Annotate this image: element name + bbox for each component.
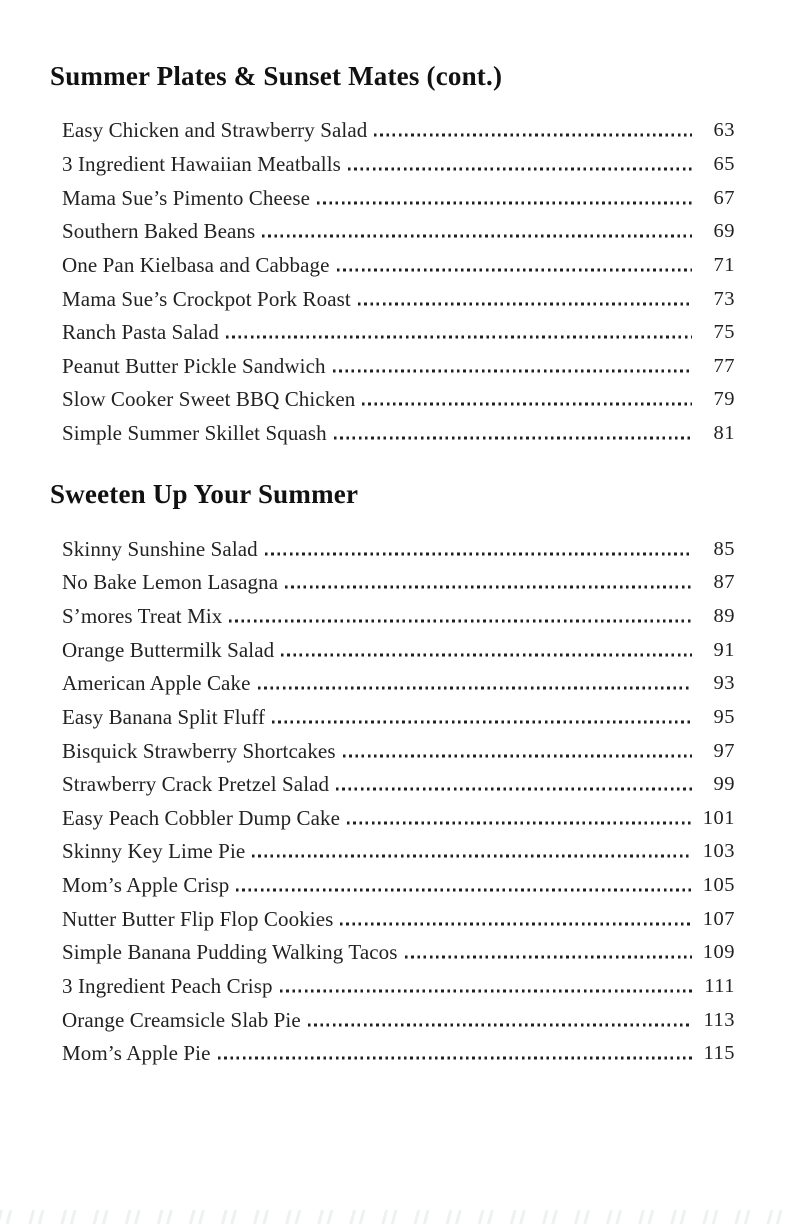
toc-entry xyxy=(62,802,735,836)
dot-leader xyxy=(405,956,692,959)
dot-leader xyxy=(258,687,692,690)
dot-leader xyxy=(265,552,692,555)
toc-entry-title: Peanut Butter Pickle Sandwich xyxy=(62,353,326,378)
toc-entry xyxy=(62,869,735,903)
dot-leader xyxy=(272,720,692,723)
toc-entry-page: 81 xyxy=(713,422,735,445)
toc-entry-page: 85 xyxy=(713,537,735,560)
toc-entry-title: Orange Creamsicle Slab Pie xyxy=(62,1007,301,1032)
toc-sections xyxy=(50,60,735,1071)
toc-entry xyxy=(62,249,735,283)
toc-entry-page: 115 xyxy=(703,1042,735,1065)
toc-entry xyxy=(62,633,735,667)
toc-section xyxy=(50,60,735,450)
toc-entry-title: American Apple Cake xyxy=(62,671,251,696)
toc-entry-page: 113 xyxy=(703,1008,735,1031)
toc-entry xyxy=(62,936,735,970)
dot-leader xyxy=(281,653,692,656)
section-entries xyxy=(62,114,735,450)
toc-entry-title: No Bake Lemon Lasagna xyxy=(62,570,279,595)
toc-entry-title: 3 Ingredient Peach Crisp xyxy=(62,974,273,999)
toc-entry-page: 79 xyxy=(713,388,735,411)
toc-entry-page: 75 xyxy=(713,321,735,344)
dot-leader xyxy=(252,855,692,858)
toc-entry-page: 93 xyxy=(713,672,735,695)
toc-entry-page: 77 xyxy=(713,354,735,377)
dot-leader xyxy=(340,922,692,925)
toc-entry-page: 69 xyxy=(713,220,735,243)
toc-entry-title: Mom’s Apple Pie xyxy=(62,1041,211,1066)
section-title: Sweeten Up Your Summer xyxy=(50,479,359,510)
dot-leader xyxy=(262,235,692,238)
toc-entry xyxy=(62,970,735,1004)
dot-leader xyxy=(333,369,692,372)
toc-entry-title: Mama Sue’s Pimento Cheese xyxy=(62,185,311,210)
toc-entry-page: 73 xyxy=(713,287,735,310)
toc-entry xyxy=(62,835,735,869)
toc-entry-page: 71 xyxy=(713,253,735,276)
toc-entry-page: 107 xyxy=(702,907,735,930)
toc-entry-title: Slow Cooker Sweet BBQ Chicken xyxy=(62,387,356,412)
toc-entry-page: 109 xyxy=(702,941,735,964)
bottom-watermark-strip xyxy=(0,1210,792,1224)
toc-entry xyxy=(62,181,735,215)
toc-entry-title: Simple Summer Skillet Squash xyxy=(62,421,327,446)
toc-entry-page: 67 xyxy=(713,186,735,209)
dot-leader xyxy=(343,754,692,757)
toc-entry xyxy=(62,417,735,451)
dot-leader xyxy=(347,821,692,824)
dot-leader xyxy=(334,437,692,440)
dot-leader xyxy=(236,889,692,892)
toc-entry xyxy=(62,1003,735,1037)
toc-entry xyxy=(62,701,735,735)
toc-entry-page: 111 xyxy=(704,975,735,998)
toc-entry-page: 105 xyxy=(702,874,735,897)
toc-entry-title: Skinny Key Lime Pie xyxy=(62,839,246,864)
dot-leader xyxy=(348,167,692,170)
toc-entry-title: Strawberry Crack Pretzel Salad xyxy=(62,772,330,797)
toc-entry xyxy=(62,282,735,316)
dot-leader xyxy=(229,620,692,623)
toc-section xyxy=(50,478,735,1070)
toc-entry xyxy=(62,768,735,802)
toc-entry xyxy=(62,349,735,383)
toc-entry-title: Skinny Sunshine Salad xyxy=(62,536,258,561)
toc-entry-page: 95 xyxy=(713,705,735,728)
toc-entry-title: S’mores Treat Mix xyxy=(62,604,223,628)
dot-leader xyxy=(337,268,692,271)
toc-entry xyxy=(62,215,735,249)
toc-entry-title: Southern Baked Beans xyxy=(62,219,256,244)
toc-entry xyxy=(62,902,735,936)
toc-entry-title: Easy Chicken and Strawberry Salad xyxy=(62,118,368,143)
toc-entry xyxy=(62,1037,735,1071)
toc-entry-page: 89 xyxy=(713,605,735,627)
section-title: Summer Plates & Sunset Mates (cont.) xyxy=(50,61,503,91)
dot-leader xyxy=(317,201,692,204)
dot-leader xyxy=(374,134,692,137)
toc-entry xyxy=(62,600,735,634)
dot-leader xyxy=(362,403,692,406)
toc-entry-page: 99 xyxy=(713,773,735,796)
toc-entry-page: 101 xyxy=(702,806,735,829)
toc-entry xyxy=(62,734,735,768)
dot-leader xyxy=(226,336,692,339)
toc-entry-page: 63 xyxy=(713,119,735,142)
toc-entry-page: 103 xyxy=(702,840,735,863)
toc-entry-page: 65 xyxy=(713,152,735,175)
dot-leader xyxy=(285,586,692,589)
dot-leader xyxy=(336,788,692,791)
toc-entry-title: Mom’s Apple Crisp xyxy=(62,873,230,898)
toc-entry-title: Bisquick Strawberry Shortcakes xyxy=(62,738,336,763)
toc-entry-page: 87 xyxy=(713,571,735,594)
section-entries xyxy=(62,532,735,1070)
toc-entry xyxy=(62,566,735,600)
toc-entry-title: Simple Banana Pudding Walking Tacos xyxy=(62,940,398,965)
dot-leader xyxy=(358,302,692,305)
toc-entry-title: Orange Buttermilk Salad xyxy=(62,637,275,662)
toc-entry xyxy=(62,114,735,148)
toc-entry-title: Nutter Butter Flip Flop Cookies xyxy=(62,906,334,931)
toc-entry xyxy=(62,316,735,350)
toc-entry-title: One Pan Kielbasa and Cabbage xyxy=(62,252,330,277)
dot-leader xyxy=(218,1057,692,1060)
toc-entry-title: Mama Sue’s Crockpot Pork Roast xyxy=(62,286,351,311)
toc-entry-title: Easy Peach Cobbler Dump Cake xyxy=(62,805,341,830)
toc-entry-title: 3 Ingredient Hawaiian Meatballs xyxy=(62,151,341,176)
toc-entry-title: Easy Banana Split Fluff xyxy=(62,704,266,729)
toc-entry xyxy=(62,383,735,417)
toc-entry-page: 97 xyxy=(713,739,735,762)
toc-entry-page: 91 xyxy=(713,638,735,661)
toc-entry-title: Ranch Pasta Salad xyxy=(62,320,219,345)
dot-leader xyxy=(280,990,692,993)
dot-leader xyxy=(308,1023,692,1026)
toc-entry xyxy=(62,667,735,701)
toc-entry xyxy=(62,148,735,182)
toc-entry xyxy=(62,532,735,566)
